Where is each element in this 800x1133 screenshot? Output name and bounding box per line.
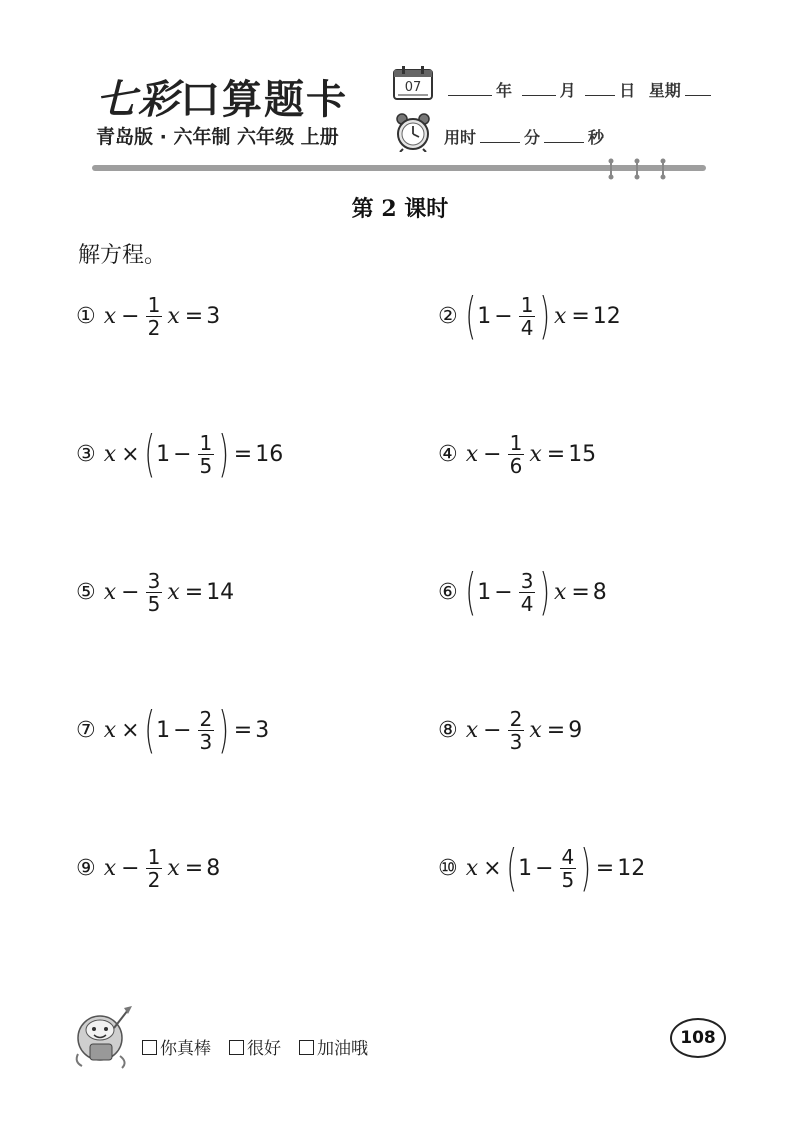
lesson-title: 第 2 课时 xyxy=(351,196,449,222)
right-parenthesis: ) xyxy=(539,563,551,621)
equals-sign: = xyxy=(184,855,204,881)
month-blank[interactable] xyxy=(522,81,556,96)
fraction-denominator: 4 xyxy=(520,315,534,340)
right-hand-side: 9 xyxy=(568,717,583,743)
calendar-number: 07 xyxy=(404,80,422,95)
fraction-denominator: 5 xyxy=(561,867,575,892)
right-hand-side: 14 xyxy=(206,579,235,605)
brand-text: 七彩 xyxy=(96,76,180,123)
problem-number: ⑩ xyxy=(438,855,458,881)
problem-number: ⑦ xyxy=(76,717,96,743)
minus-sign: − xyxy=(121,303,140,329)
fraction-numerator: 1 xyxy=(199,430,213,455)
time-fill-line xyxy=(444,125,604,148)
left-parenthesis: ( xyxy=(465,287,476,345)
right-hand-side: 3 xyxy=(206,303,221,329)
checkbox-icon[interactable] xyxy=(229,1040,244,1055)
rating-label: 你真棒 xyxy=(160,1039,211,1059)
fraction xyxy=(146,570,163,615)
right-hand-side: 12 xyxy=(592,303,621,329)
fraction-numerator: 1 xyxy=(147,844,161,869)
day-blank[interactable] xyxy=(585,81,615,96)
problem-number: ② xyxy=(438,303,458,329)
equation xyxy=(438,419,596,489)
variable-x: x xyxy=(529,441,542,467)
right-parenthesis: ) xyxy=(218,701,230,759)
day-label: 日 xyxy=(619,81,636,100)
right-hand-side: 16 xyxy=(255,441,284,467)
alarm-clock-icon xyxy=(394,112,432,152)
fraction xyxy=(146,846,163,891)
time-used-label: 用时 xyxy=(444,128,477,147)
fraction-numerator: 1 xyxy=(520,292,534,317)
fraction-denominator: 2 xyxy=(147,867,161,892)
fraction xyxy=(508,432,525,477)
equals-sign: = xyxy=(233,441,253,467)
minute-blank[interactable] xyxy=(480,128,520,143)
checkbox-icon[interactable] xyxy=(142,1040,157,1055)
equals-sign: = xyxy=(595,855,615,881)
right-parenthesis: ) xyxy=(539,287,551,345)
right-parenthesis: ) xyxy=(218,425,230,483)
fraction-denominator: 6 xyxy=(509,453,523,478)
right-hand-side: 8 xyxy=(592,579,607,605)
rating-option[interactable] xyxy=(299,1034,368,1059)
times-sign: × xyxy=(121,717,140,743)
fraction xyxy=(198,708,215,753)
variable-x: x xyxy=(167,579,180,605)
variable-x: x xyxy=(465,855,479,881)
second-label: 秒 xyxy=(588,128,605,147)
variable-x: x xyxy=(465,441,479,467)
equation xyxy=(438,833,645,903)
fraction xyxy=(519,294,536,339)
minute-label: 分 xyxy=(524,128,541,147)
minus-sign: − xyxy=(494,579,513,605)
fraction xyxy=(519,570,536,615)
variable-x: x xyxy=(553,579,567,605)
fraction-numerator: 3 xyxy=(147,568,161,593)
equals-sign: = xyxy=(571,303,590,329)
second-blank[interactable] xyxy=(544,128,584,143)
month-label: 月 xyxy=(559,81,576,100)
fraction-numerator: 4 xyxy=(561,844,575,869)
left-parenthesis: ( xyxy=(143,425,155,483)
problem-number: ⑨ xyxy=(76,855,96,881)
left-parenthesis: ( xyxy=(143,701,155,759)
minus-sign: − xyxy=(173,441,192,467)
rope-knot-icon xyxy=(660,158,666,180)
equals-sign: = xyxy=(184,303,204,329)
problem-number: ③ xyxy=(76,441,96,467)
left-parenthesis: ( xyxy=(505,839,517,897)
rope-knot-icon xyxy=(608,158,614,180)
year-label: 年 xyxy=(496,81,513,100)
year-blank[interactable] xyxy=(448,81,492,96)
rating-option[interactable] xyxy=(229,1034,281,1059)
times-sign: × xyxy=(483,855,502,881)
right-parenthesis: ) xyxy=(580,839,592,897)
minus-sign: − xyxy=(483,717,502,743)
weekday-blank[interactable] xyxy=(685,81,711,96)
rating-label: 很好 xyxy=(247,1039,281,1059)
date-fill-line xyxy=(444,78,715,101)
fraction-denominator: 4 xyxy=(520,591,534,616)
equals-sign: = xyxy=(233,717,253,743)
title-text: 口算题卡 xyxy=(180,76,348,123)
equation xyxy=(76,281,220,351)
fraction-numerator: 2 xyxy=(199,706,213,731)
minus-sign: − xyxy=(535,855,554,881)
minus-sign: − xyxy=(173,717,192,743)
calendar-icon xyxy=(393,66,433,100)
mascot-illustration xyxy=(70,1004,134,1070)
variable-x: x xyxy=(103,441,117,467)
fraction-denominator: 3 xyxy=(199,729,213,754)
variable-x: x xyxy=(167,855,180,881)
one: 1 xyxy=(477,303,492,329)
variable-x: x xyxy=(103,303,117,329)
rating-label: 加油哦 xyxy=(317,1039,368,1059)
equation xyxy=(76,695,269,765)
fraction-denominator: 2 xyxy=(147,315,161,340)
variable-x: x xyxy=(529,717,542,743)
variable-x: x xyxy=(465,717,479,743)
minus-sign: − xyxy=(121,579,140,605)
self-rating xyxy=(142,1034,368,1059)
problem-number: ① xyxy=(76,303,96,329)
equation xyxy=(438,281,621,351)
equals-sign: = xyxy=(184,579,204,605)
checkbox-icon[interactable] xyxy=(299,1040,314,1055)
right-hand-side: 3 xyxy=(255,717,270,743)
one: 1 xyxy=(156,441,171,467)
problem-number: ⑧ xyxy=(438,717,458,743)
book-subtitle: 青岛版 · 六年制 六年级 上册 xyxy=(96,126,339,148)
fraction-denominator: 5 xyxy=(199,453,213,478)
equation xyxy=(76,557,234,627)
problem-number: ⑤ xyxy=(76,579,96,605)
variable-x: x xyxy=(553,303,567,329)
minus-sign: − xyxy=(121,855,140,881)
equals-sign: = xyxy=(546,717,566,743)
minus-sign: − xyxy=(494,303,513,329)
rope-knot-icon xyxy=(634,158,640,180)
one: 1 xyxy=(477,579,492,605)
fraction-denominator: 5 xyxy=(147,591,161,616)
fraction xyxy=(560,846,577,891)
variable-x: x xyxy=(167,303,180,329)
rating-option[interactable] xyxy=(142,1034,211,1059)
variable-x: x xyxy=(103,579,117,605)
page-number: 108 xyxy=(670,1018,726,1058)
right-hand-side: 15 xyxy=(568,441,597,467)
weekday-label: 星期 xyxy=(648,81,681,100)
fraction-numerator: 2 xyxy=(509,706,523,731)
book-title xyxy=(96,68,348,125)
fraction xyxy=(146,294,163,339)
equals-sign: = xyxy=(571,579,590,605)
problem-number: ⑥ xyxy=(438,579,458,605)
fraction-denominator: 3 xyxy=(509,729,523,754)
instruction-text: 解方程。 xyxy=(78,243,167,268)
equation xyxy=(76,419,283,489)
problem-number: ④ xyxy=(438,441,458,467)
fraction xyxy=(198,432,215,477)
right-hand-side: 12 xyxy=(617,855,646,881)
equation xyxy=(438,557,607,627)
equation xyxy=(438,695,582,765)
variable-x: x xyxy=(103,717,117,743)
one: 1 xyxy=(156,717,171,743)
fraction-numerator: 1 xyxy=(509,430,523,455)
equation xyxy=(76,833,220,903)
minus-sign: − xyxy=(483,441,502,467)
left-parenthesis: ( xyxy=(465,563,476,621)
fraction-numerator: 3 xyxy=(520,568,534,593)
fraction-numerator: 1 xyxy=(147,292,161,317)
one: 1 xyxy=(518,855,533,881)
equals-sign: = xyxy=(546,441,566,467)
fraction xyxy=(508,708,525,753)
right-hand-side: 8 xyxy=(206,855,221,881)
times-sign: × xyxy=(121,441,140,467)
variable-x: x xyxy=(103,855,117,881)
